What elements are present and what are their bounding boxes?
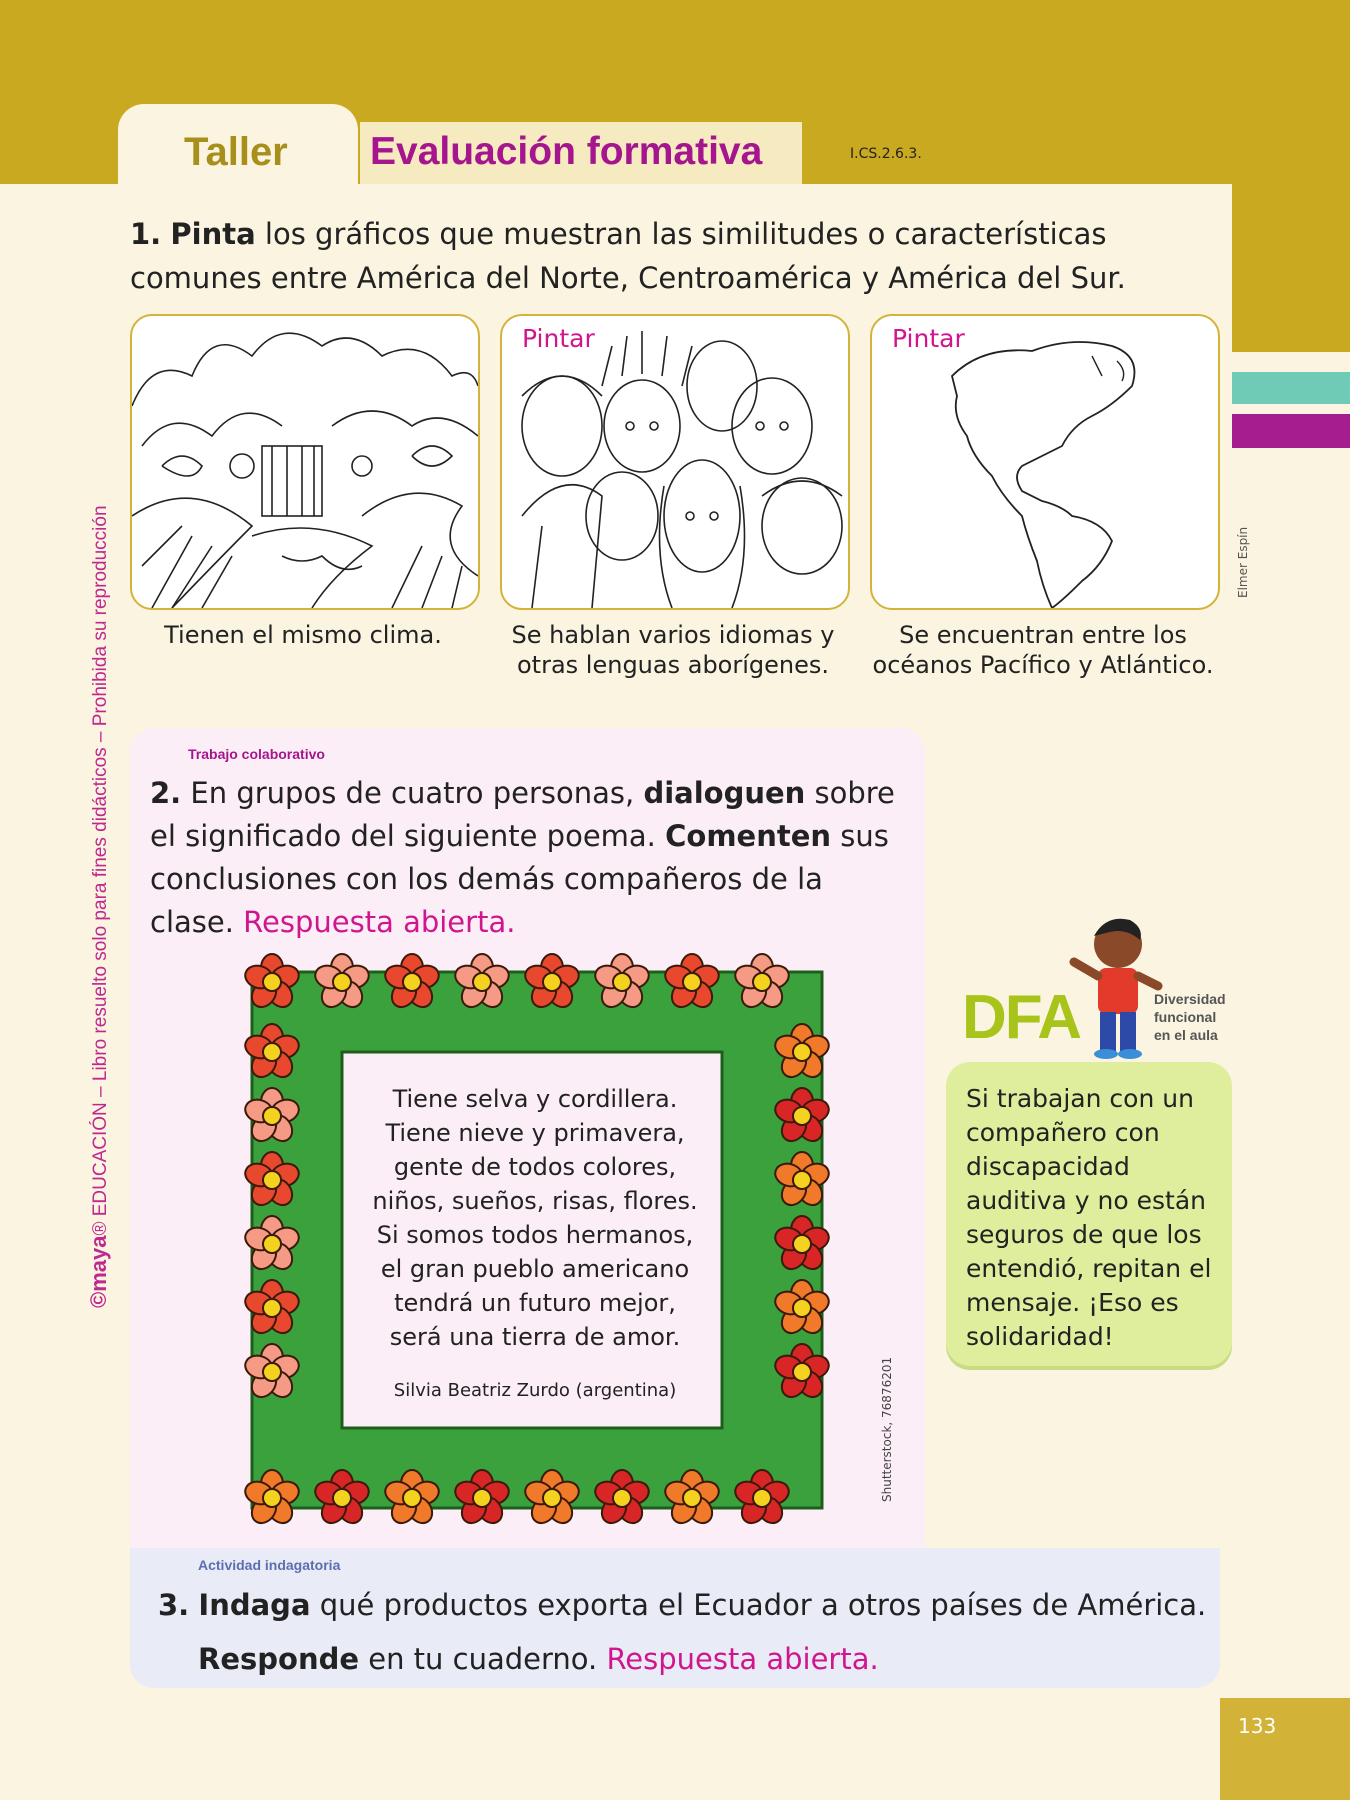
q2-t3: sus conclusiones con los demás compañeros de la clase. xyxy=(150,819,889,939)
poem-line: será una tierra de amor. xyxy=(389,1323,681,1351)
evaluacion-tab xyxy=(360,122,802,184)
q3-verb2: Responde xyxy=(198,1642,360,1676)
jungle-illustration[interactable] xyxy=(130,314,480,610)
dfa-logo: DFA xyxy=(962,983,1080,1052)
poem-line: Tiene nieve y primavera, xyxy=(385,1119,685,1147)
evaluacion-title: Evaluación formativa xyxy=(370,130,763,173)
magenta-tab xyxy=(1232,414,1350,448)
poem-line: tendrá un futuro mejor, xyxy=(394,1289,676,1317)
brand-logo: ©maya xyxy=(86,1235,111,1308)
taller-tab xyxy=(118,104,358,184)
photo-credit: Elmer Espín xyxy=(1236,526,1250,598)
q2-number: 2. xyxy=(150,776,182,810)
question-1 xyxy=(130,212,1230,300)
right-band xyxy=(1232,184,1350,352)
research-label: Actividad indagatoria xyxy=(198,1557,341,1573)
poem-line: niños, sueños, risas, flores. xyxy=(372,1187,698,1215)
americas-map-outline xyxy=(872,316,1218,608)
q3-text2: en tu cuaderno. xyxy=(368,1642,598,1676)
q3-verb1: Indaga xyxy=(198,1588,311,1622)
poem-line: Si somos todos hermanos, xyxy=(376,1221,694,1249)
collaborative-label: Trabajo colaborativo xyxy=(188,746,325,762)
dfa-sub-3: en el aula xyxy=(1154,1027,1218,1043)
taller-title: Taller xyxy=(184,130,288,174)
question-3 xyxy=(158,1578,1218,1686)
dfa-tip-box xyxy=(946,1062,1232,1366)
jungle-drawing xyxy=(132,316,478,608)
poem xyxy=(330,1082,740,1354)
q1-number: 1. xyxy=(130,217,162,251)
q2-b2: Comenten xyxy=(665,819,832,853)
poem-line: Tiene selva y cordillera. xyxy=(392,1085,678,1113)
poem-author: Silvia Beatriz Zurdo (argentina) xyxy=(393,1380,677,1401)
caption-2: Se hablan varios idiomas y otras lenguas aborígenes. xyxy=(511,621,835,679)
page-number: 133 xyxy=(1238,1714,1277,1738)
q3-number: 3. xyxy=(158,1588,190,1622)
dfa-sub-2: funcional xyxy=(1154,1009,1217,1025)
poem-line: gente de todos colores, xyxy=(393,1153,677,1181)
dfa-subtitle xyxy=(1154,990,1226,1044)
dfa-tip-text: Si trabajan con un compañero con discapacidad auditiva y no están seguros de que los entendió, repitan el mensaje. ¡Eso es solidaridad! xyxy=(966,1084,1212,1351)
pintar-label-2: Pintar xyxy=(522,324,595,353)
side-credit xyxy=(86,505,112,1308)
q2-t1: En grupos de cuatro personas, xyxy=(190,776,635,810)
poem-line: el gran pueblo americano xyxy=(380,1255,690,1283)
q3-answer: Respuesta abierta. xyxy=(606,1642,879,1676)
people-drawing xyxy=(502,316,848,608)
pintar-label-3: Pintar xyxy=(892,324,965,353)
q2-answer: Respuesta abierta. xyxy=(243,905,516,939)
q1-verb: Pinta xyxy=(170,217,256,251)
dfa-sub-1: Diversidad xyxy=(1154,991,1226,1007)
credit-text: ® EDUCACIÓN – Libro resuelto solo para fines didácticos – Prohibida su reproducción xyxy=(90,505,111,1236)
caption-3: Se encuentran entre los océanos Pacífico y Atlántico. xyxy=(872,621,1214,679)
people-illustration[interactable] xyxy=(500,314,850,610)
teal-tab xyxy=(1232,372,1350,404)
question-2 xyxy=(150,772,910,944)
q3-text1: qué productos exporta el Ecuador a otros países de América. xyxy=(319,1588,1207,1622)
americas-map[interactable] xyxy=(870,314,1220,610)
q1-text: los gráficos que muestran las similitudes o características comunes entre América del Norte, Centroamérica y América del Sur. xyxy=(130,217,1126,295)
curriculum-code: I.CS.2.6.3. xyxy=(850,146,922,162)
q2-b1: dialoguen xyxy=(643,776,806,810)
caption-1: Tienen el mismo clima. xyxy=(164,621,442,649)
page-number-box xyxy=(1220,1698,1350,1800)
shutterstock-credit: Shutterstock, 76876201 xyxy=(880,1356,894,1502)
q2-t2: sobre el significado del siguiente poema. xyxy=(150,776,895,853)
